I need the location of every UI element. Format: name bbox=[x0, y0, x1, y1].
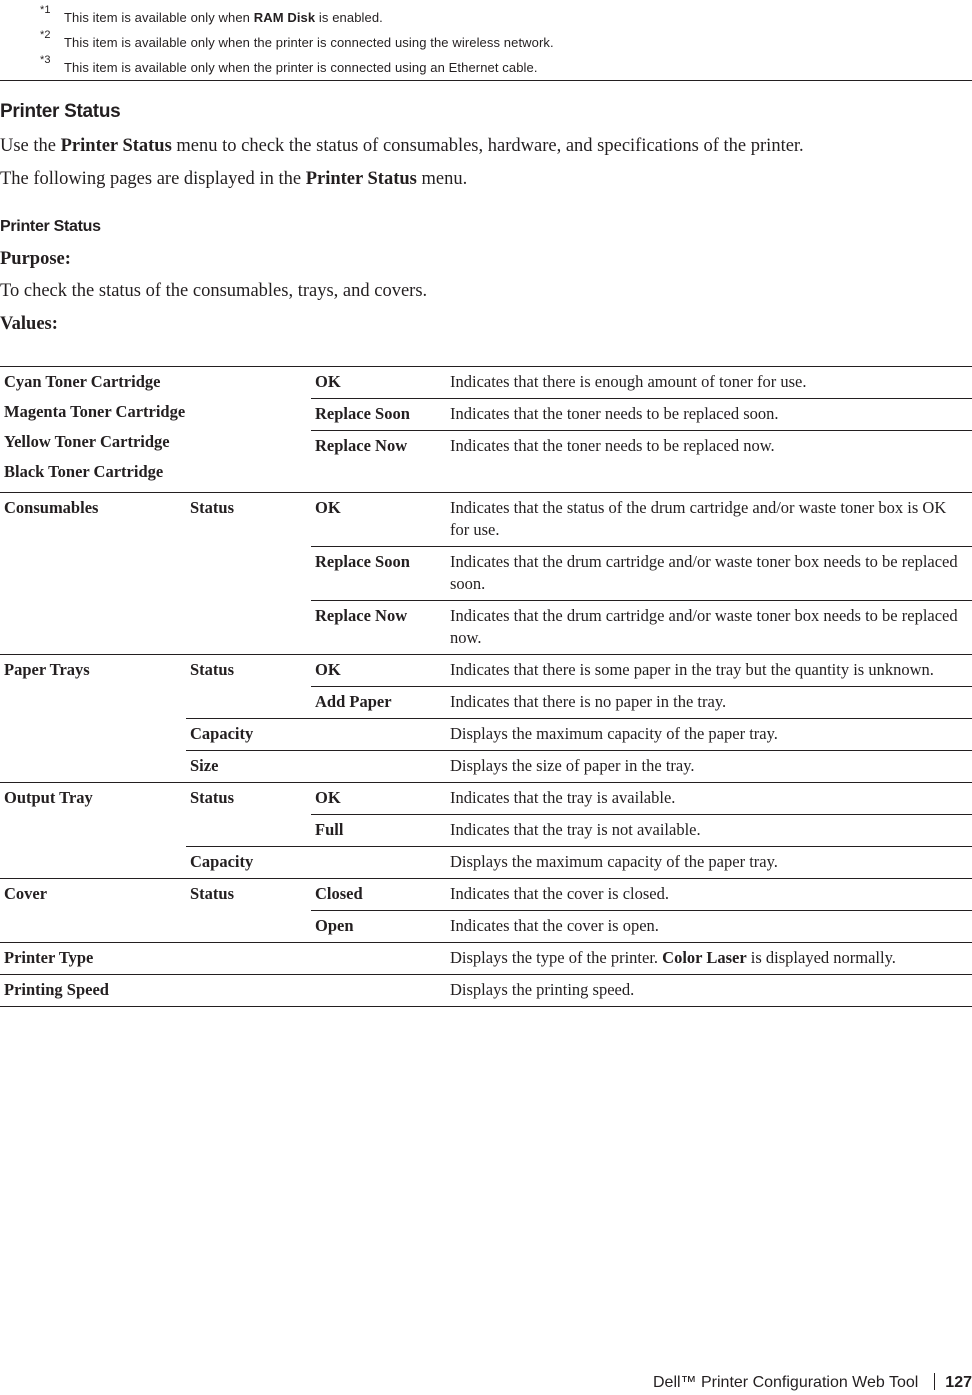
section-title: Printer Status bbox=[0, 101, 121, 122]
value-label: Replace Soon bbox=[311, 547, 446, 601]
table-row bbox=[0, 943, 972, 975]
value-description: Indicates that the status of the drum cartridge and/or waste toner box is OK for use. bbox=[446, 493, 972, 547]
footnote-marker: *3 bbox=[40, 54, 51, 66]
value-description: Displays the size of paper in the tray. bbox=[450, 756, 695, 775]
subitem-label: Capacity bbox=[186, 719, 446, 751]
values-table bbox=[0, 366, 972, 1007]
values-label: Values: bbox=[0, 314, 58, 334]
item-label: Printing Speed bbox=[4, 980, 109, 999]
table-row bbox=[0, 783, 972, 815]
table-row bbox=[0, 879, 972, 911]
footnote-text: This item is available only when the printer is connected using an Ethernet cable. bbox=[64, 60, 538, 75]
value-label: Closed bbox=[311, 879, 446, 911]
item-label: Black Toner Cartridge bbox=[4, 462, 164, 481]
value-label: Replace Soon bbox=[311, 399, 446, 431]
intro-paragraph-2: The following pages are displayed in the Printer Status menu. bbox=[0, 169, 468, 189]
footnote-text: This item is available only when RAM Disk is enabled. bbox=[64, 10, 383, 25]
item-label: Cover bbox=[0, 879, 186, 943]
value-description: Displays the type of the printer. Color Laser is displayed normally. bbox=[450, 948, 896, 967]
value-description: Indicates that the drum cartridge and/or waste toner box needs to be replaced now. bbox=[450, 606, 958, 647]
toner-cartridge-list bbox=[0, 367, 311, 493]
table-row bbox=[0, 655, 972, 687]
intro-paragraph-1: Use the Printer Status menu to check the status of consumables, hardware, and specifications of the printer. bbox=[0, 136, 804, 156]
value-label: Full bbox=[311, 815, 446, 847]
value-description: Indicates that there is no paper in the tray. bbox=[446, 687, 972, 719]
value-label: Replace Now bbox=[315, 606, 408, 625]
subitem-label: Status bbox=[186, 493, 311, 655]
item-label: Paper Trays bbox=[0, 655, 186, 783]
footnote-marker: *1 bbox=[40, 4, 51, 16]
value-label: Add Paper bbox=[311, 687, 446, 719]
page-number: 127 bbox=[945, 1374, 972, 1391]
table-row bbox=[0, 975, 972, 1007]
item-label: Magenta Toner Cartridge bbox=[4, 402, 186, 421]
subitem-label: Size bbox=[190, 756, 219, 775]
value-description: Indicates that the cover is closed. bbox=[446, 879, 972, 911]
footnote-marker: *2 bbox=[40, 29, 51, 41]
footnotes bbox=[0, 0, 972, 81]
value-description: Indicates that the tray is not available. bbox=[446, 815, 972, 847]
footnote-text: This item is available only when the printer is connected using the wireless network. bbox=[64, 35, 554, 50]
value-label: OK bbox=[311, 783, 446, 815]
value-description: Displays the maximum capacity of the paper tray. bbox=[450, 852, 778, 871]
subsection-title: Printer Status bbox=[0, 218, 101, 235]
table-row bbox=[0, 493, 972, 547]
value-description: Displays the printing speed. bbox=[450, 980, 635, 999]
item-label: Yellow Toner Cartridge bbox=[4, 432, 170, 451]
value-description: Indicates that the cover is open. bbox=[450, 916, 659, 935]
footer-title: Dell™ Printer Configuration Web Tool bbox=[652, 1374, 919, 1391]
subitem-label: Status bbox=[186, 879, 311, 943]
value-label: Open bbox=[315, 916, 354, 935]
table-row bbox=[0, 367, 972, 399]
value-description: Indicates that the drum cartridge and/or waste toner box needs to be replaced soon. bbox=[446, 547, 972, 601]
value-label: OK bbox=[311, 367, 446, 399]
value-description: Indicates that there is some paper in the tray but the quantity is unknown. bbox=[446, 655, 972, 687]
ram-disk-term: RAM Disk bbox=[253, 10, 316, 25]
item-label: Output Tray bbox=[0, 783, 186, 879]
purpose-text: To check the status of the consumables, trays, and covers. bbox=[0, 281, 428, 301]
footer-divider bbox=[934, 1373, 935, 1390]
item-label: Cyan Toner Cartridge bbox=[4, 372, 161, 391]
purpose-label: Purpose: bbox=[0, 249, 71, 269]
page-footer bbox=[653, 1373, 972, 1395]
subitem-label: Capacity bbox=[190, 852, 254, 871]
value-description: Indicates that there is enough amount of toner for use. bbox=[446, 367, 972, 399]
value-description: Displays the maximum capacity of the paper tray. bbox=[446, 719, 972, 751]
value-description: Indicates that the toner needs to be replaced soon. bbox=[446, 399, 972, 431]
value-label: Replace Now bbox=[315, 436, 408, 455]
value-description: Indicates that the toner needs to be replaced now. bbox=[450, 436, 775, 455]
value-description: Indicates that the tray is available. bbox=[446, 783, 972, 815]
subitem-label: Status bbox=[186, 783, 311, 847]
value-label: OK bbox=[311, 493, 446, 547]
subitem-label: Status bbox=[186, 655, 311, 719]
item-label: Printer Type bbox=[4, 948, 94, 967]
item-label: Consumables bbox=[0, 493, 186, 655]
value-label: OK bbox=[311, 655, 446, 687]
